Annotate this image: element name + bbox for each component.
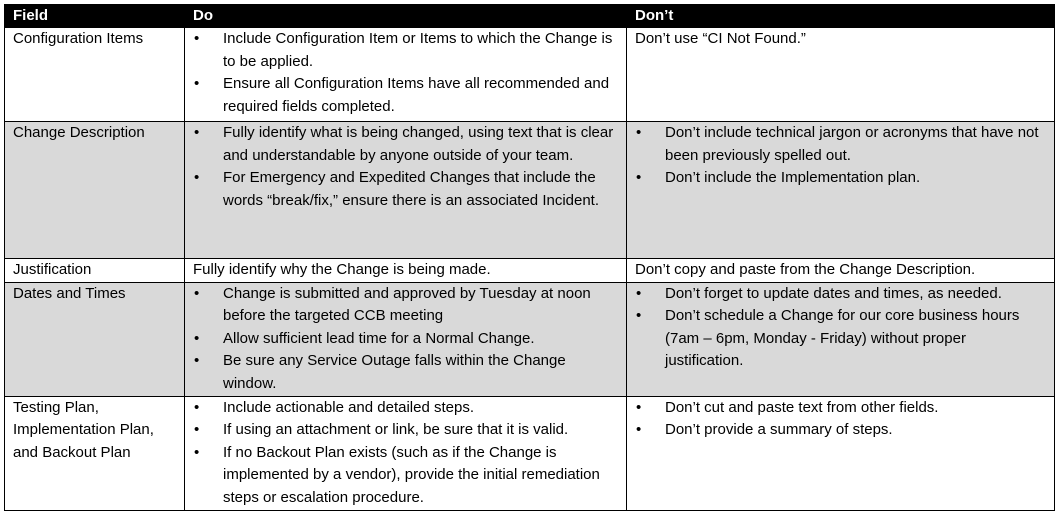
dont-cell — [627, 396, 1055, 510]
do-item: • Include Configuration Item or Items to which the Change is to be applied. — [193, 28, 620, 73]
dont-item: • Don’t provide a summary of steps. — [635, 419, 1048, 442]
do-item: • Include actionable and detailed steps. — [193, 397, 620, 420]
do-item: • For Emergency and Expedited Changes that include the words “break/fix,” ensure there is an associated Incident. — [193, 167, 620, 212]
table-body — [5, 28, 1055, 511]
do-cell — [185, 122, 627, 259]
dont-item: • Don’t include the Implementation plan. — [635, 167, 1048, 190]
dont-item: • Don’t schedule a Change for our core business hours (7am – 6pm, Monday - Friday) without proper justification. — [635, 305, 1048, 373]
do-list — [193, 28, 620, 118]
do-cell — [185, 28, 627, 122]
field-cell: Dates and Times — [5, 282, 185, 396]
field-cell: Change Description — [5, 122, 185, 259]
header-field: Field — [5, 5, 185, 28]
do-item: • Change is submitted and approved by Tuesday at noon before the targeted CCB meeting — [193, 283, 620, 328]
do-item: • Ensure all Configuration Items have all recommended and required fields completed. — [193, 73, 620, 118]
dont-item: • Don’t cut and paste text from other fields. — [635, 397, 1048, 420]
dont-item: • Don’t include technical jargon or acronyms that have not been previously spelled out. — [635, 122, 1048, 167]
table-row-testing-plan — [5, 396, 1055, 510]
do-cell — [185, 282, 627, 396]
field-cell: Configuration Items — [5, 28, 185, 122]
table-header — [5, 5, 1055, 28]
dont-cell — [627, 259, 1055, 283]
do-item: • Be sure any Service Outage falls within the Change window. — [193, 350, 620, 395]
table-row-dates-and-times — [5, 282, 1055, 396]
do-item: • If no Backout Plan exists (such as if the Change is implemented by a vendor), provide the initial remediation steps or escalation procedure. — [193, 442, 620, 510]
do-cell — [185, 396, 627, 510]
dont-list — [635, 122, 1048, 190]
dont-text: Don’t use “CI Not Found.” — [635, 30, 806, 47]
do-item: • Fully identify what is being changed, using text that is clear and understandable by anyone outside of your team. — [193, 122, 620, 167]
header-do: Do — [185, 5, 627, 28]
do-item: • If using an attachment or link, be sure that it is valid. — [193, 419, 620, 442]
do-list — [193, 397, 620, 510]
header-dont: Don’t — [627, 5, 1055, 28]
header-row — [5, 5, 1055, 28]
dont-list — [635, 283, 1048, 373]
dont-item: • Don’t forget to update dates and times, as needed. — [635, 283, 1048, 306]
table-row-configuration-items — [5, 28, 1055, 122]
do-cell — [185, 259, 627, 283]
do-item: • Allow sufficient lead time for a Normal Change. — [193, 328, 620, 351]
table-row-justification — [5, 259, 1055, 283]
do-list — [193, 283, 620, 396]
dont-cell — [627, 122, 1055, 259]
dont-list — [635, 397, 1048, 442]
table-row-change-description — [5, 122, 1055, 259]
field-cell: Testing Plan, Implementation Plan, and Backout Plan — [5, 396, 185, 510]
do-list — [193, 122, 620, 212]
dont-text: Don’t copy and paste from the Change Description. — [635, 261, 976, 278]
dont-cell — [627, 28, 1055, 122]
change-guidelines-table — [4, 4, 1055, 511]
do-text: Fully identify why the Change is being made. — [193, 261, 491, 278]
field-cell: Justification — [5, 259, 185, 283]
dont-cell — [627, 282, 1055, 396]
